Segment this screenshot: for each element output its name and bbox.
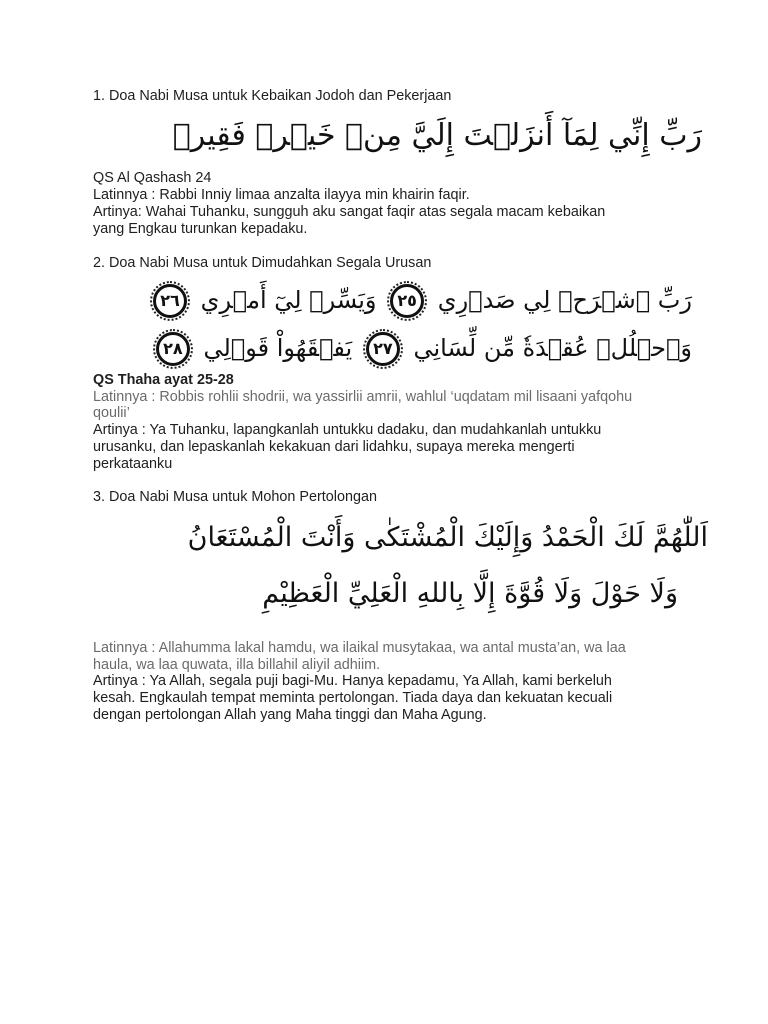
section3-heading: 3. Doa Nabi Musa untuk Mohon Pertolongan: [93, 489, 377, 505]
section2-meaning-line3: perkataanku: [93, 456, 173, 472]
ayah-28-marker: ٢٨: [156, 332, 190, 366]
section2-verse28-text: يَفۡقَهُواْ قَوۡلِي: [203, 334, 353, 362]
section2-latin-line2: qoulii’: [93, 405, 130, 421]
section2-meaning-line1: Artinya : Ya Tuhanku, lapangkanlah untukku dadaku, dan mudahkanlah untukku: [93, 422, 602, 438]
section3-meaning-line3: dengan pertolongan Allah yang Maha tinggi dan Maha Agung.: [93, 707, 487, 723]
ayah-26-marker: ٢٦: [153, 284, 187, 318]
ayah-27-marker: ٢٧: [366, 332, 400, 366]
section2-meaning-line2: urusanku, dan lepaskanlah kekakuan dari lidahku, supaya mereka mengerti: [93, 439, 575, 455]
section1-latin: Latinnya : Rabbi Inniy limaa anzalta ilayya min khairin faqir.: [93, 187, 470, 203]
section2-source: QS Thaha ayat 25-28: [93, 372, 234, 388]
section2-verse-row1: [147, 284, 692, 318]
section2-latin-line1: Latinnya : Robbis rohlii shodrii, wa yassirlii amrii, wahlul ‘uqdatam mil lisaani yafqohu: [93, 389, 633, 405]
section3-latin-line2: haula, wa laa quwata, illa billahil aliyil adhiim.: [93, 657, 381, 673]
section1-arabic-text: رَبِّ إِنِّي لِمَآ أَنزَلۡتَ إِلَيَّ مِنۡ خَيۡرٖ فَقِيرٞ: [172, 118, 702, 153]
section1-meaning-line2: yang Engkau turunkan kepadaku.: [93, 221, 308, 237]
section2-verse-row2: [150, 332, 692, 366]
section3-prayer-line2: وَلَا حَوْلَ وَلَا قُوَّةَ إِلَّا بِاللهِ الْعَلِيِّ الْعَظِيْمِ: [262, 578, 678, 609]
section2-arabic-verses: [160, 278, 692, 374]
section3-latin-line1: Latinnya : Allahumma lakal hamdu, wa ilaikal musytakaa, wa antal musta’an, wa laa: [93, 640, 626, 656]
section2-heading: 2. Doa Nabi Musa untuk Dimudahkan Segala Urusan: [93, 255, 432, 271]
ayah-25-marker: ٢٥: [390, 284, 424, 318]
section3-meaning-line2: kesah. Engkaulah tempat meminta pertolongan. Tiada daya dan kekuatan kecuali: [93, 690, 613, 706]
section3-arabic-prayer: [128, 512, 708, 630]
section1-source: QS Al Qashash 24: [93, 170, 212, 186]
section2-verse26-text: وَيَسِّرۡ لِيٓ أَمۡرِي: [200, 286, 377, 314]
section3-prayer-line1: اَللّٰهُمَّ لَكَ الْحَمْدُ وَإِلَيْكَ الْمُشْتَكٰى وَأَنْتَ الْمُسْتَعَانُ: [187, 522, 708, 553]
section1-heading: 1. Doa Nabi Musa untuk Kebaikan Jodoh dan Pekerjaan: [93, 88, 452, 104]
section2-verse27-text: وَٱحۡلُلۡ عُقۡدَةٗ مِّن لِّسَانِي: [413, 334, 692, 362]
section2-verse25-text: رَبِّ ٱشۡرَحۡ لِي صَدۡرِي: [437, 286, 692, 314]
section1-meaning-line1: Artinya: Wahai Tuhanku, sungguh aku sangat faqir atas segala macam kebaikan: [93, 204, 606, 220]
section1-arabic-verse: [172, 106, 702, 166]
section3-meaning-line1: Artinya : Ya Allah, segala puji bagi-Mu. Hanya kepadamu, Ya Allah, kami berkeluh: [93, 673, 612, 689]
